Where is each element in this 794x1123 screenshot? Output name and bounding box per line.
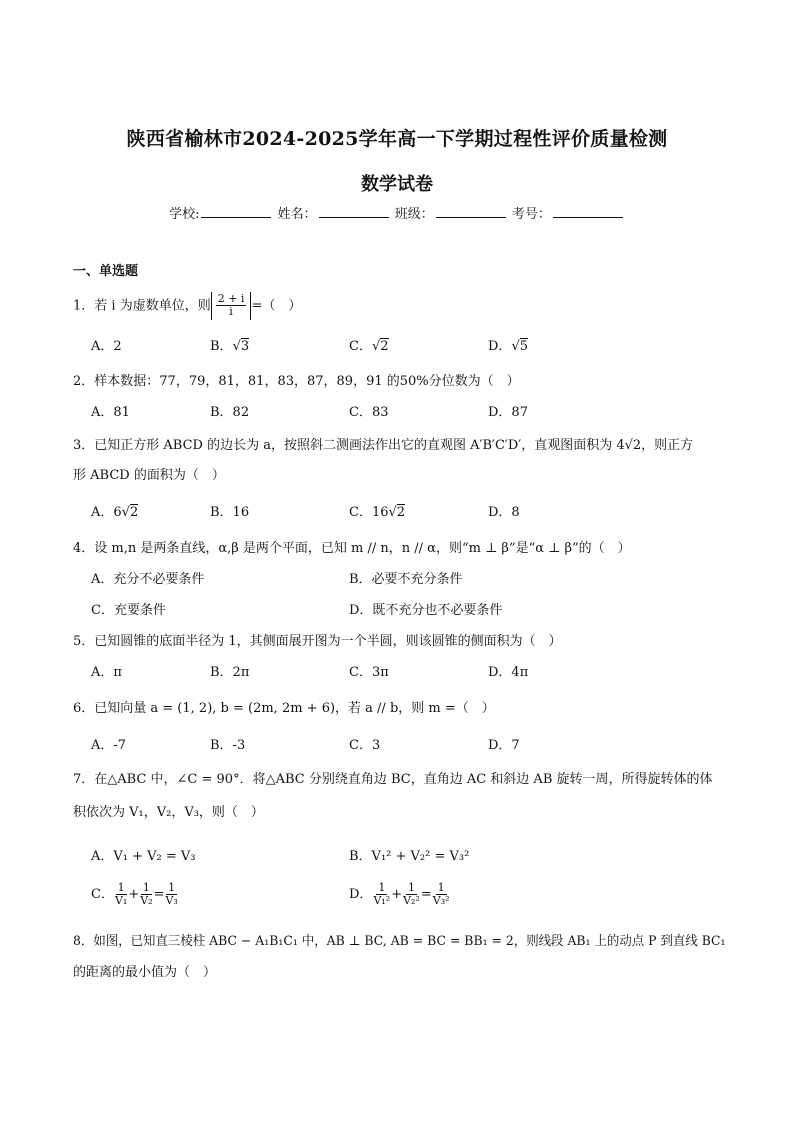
q7-d-label: D． (349, 887, 373, 902)
q2-option-b[interactable]: B．82 (210, 405, 250, 420)
q7-option-d[interactable] (349, 880, 451, 910)
page-subtitle: 数学试卷 (361, 174, 433, 195)
class-label: 班级： (394, 207, 434, 222)
q7-option-c[interactable] (91, 880, 179, 910)
q4-option-d[interactable]: D．既不充分也不必要条件 (349, 603, 503, 618)
q7-option-b[interactable]: B．V₁² + V₂² = V₃² (349, 849, 470, 864)
class-blank (436, 205, 506, 218)
q7-d-f1-num: 1 (378, 881, 386, 894)
q7-option-a[interactable]: A．V₁ + V₂ = V₃ (91, 849, 196, 864)
q7-c-f1-den: V₁ (114, 894, 128, 907)
q5-option-c[interactable]: C．3π (349, 665, 389, 680)
id-label: 考号： (511, 207, 551, 222)
question-2: 2．样本数据：77，79，81，81，83，87，89，91 的50%分位数为（ ） (73, 374, 520, 389)
question-7-line1: 7．在△ABC 中，∠C = 90°．将△ABC 分别绕直角边 BC，直角边 AC 和斜边 AB 旋转一周，所得旋转体的体 (73, 772, 713, 787)
q3-option-c[interactable]: C．16√2 (349, 505, 406, 520)
question-8-line2: 的距离的最小值为（ ） (73, 965, 217, 980)
q7-c-f3-den: V₃ (165, 894, 178, 907)
q7-c-f2-num: 1 (142, 881, 150, 894)
q1-d-val: 5 (519, 339, 529, 354)
question-8-line1: 8．如图，已知直三棱柱 ABC − A₁B₁C₁ 中，AB ⊥ BC, AB = BC = BB₁ = 2，则线段 AB₁ 上的动点 P 到直线 BC₁ (73, 934, 726, 949)
q7-d-f2-den: V₂² (403, 894, 420, 907)
q1-b-label: B． (210, 339, 233, 354)
q5-option-d[interactable]: D．4π (488, 665, 529, 680)
q1-abs (211, 292, 252, 320)
q5-option-b[interactable]: B．2π (210, 665, 250, 680)
school-label: 学校: (169, 207, 200, 222)
q4-option-b[interactable]: B．必要不充分条件 (349, 572, 463, 587)
q4-option-a[interactable]: A．充分不必要条件 (91, 572, 205, 587)
q6-option-d[interactable]: D．7 (488, 738, 520, 753)
question-3-line1: 3．已知正方形 ABCD 的边长为 a，按照斜二测画法作出它的直观图 A′B′C′D′，直观图面积为 4√2，则正方 (73, 438, 694, 453)
q2-option-c[interactable]: C．83 (349, 405, 389, 420)
q3-a-val: 2 (129, 505, 139, 520)
q3-c-val: 2 (396, 505, 406, 520)
q3-option-d[interactable]: D．8 (488, 505, 520, 520)
q7-d-plus: + (391, 887, 403, 902)
q6-option-b[interactable]: B．-3 (210, 738, 246, 753)
section-heading: 一、单选题 (73, 264, 139, 279)
q7-c-f3-num: 1 (168, 881, 176, 894)
q2-option-d[interactable]: D．87 (488, 405, 528, 420)
q1-option-d[interactable]: D．√5 (488, 339, 529, 354)
q1-b-val: 3 (240, 339, 250, 354)
q1-option-a[interactable]: A．2 (91, 339, 122, 354)
name-blank (319, 205, 389, 218)
question-5: 5．已知圆锥的底面半径为 1，其侧面展开图为一个半圆，则该圆锥的侧面积为（ ） (73, 634, 562, 649)
question-4: 4．设 m,n 是两条直线，α,β 是两个平面，已知 m // n，n // α，则“m ⊥ β”是“α ⊥ β”的（ ） (73, 541, 631, 556)
student-info-line (0, 203, 794, 222)
page-title: 陕西省榆林市2024-2025学年高一下学期过程性评价质量检测 (126, 128, 668, 150)
q1-suffix: =（ ） (251, 298, 302, 314)
q5-option-a[interactable]: A．π (91, 665, 122, 680)
q7-d-f3-den: V₃² (432, 894, 450, 907)
q1-den: i (229, 305, 233, 318)
q4-option-c[interactable]: C．充要条件 (91, 603, 166, 618)
q1-c-label: C． (349, 339, 372, 354)
q1-num: 2 + i (217, 292, 245, 305)
q7-d-eq: = (420, 887, 432, 902)
q6-option-a[interactable]: A．-7 (91, 738, 127, 753)
q7-c-label: C． (91, 887, 114, 902)
q1-d-label: D． (488, 339, 512, 354)
id-blank (553, 205, 623, 218)
q7-c-plus: + (128, 887, 140, 902)
question-7-line2: 积依次为 V₁，V₂，V₃，则（ ） (73, 805, 264, 820)
q3-a-label: A．6 (91, 505, 122, 520)
q2-option-a[interactable]: A．81 (91, 405, 130, 420)
q3-option-b[interactable]: B．16 (210, 505, 250, 520)
question-1 (73, 292, 301, 321)
q7-c-f2-den: V₂ (140, 894, 153, 907)
q1-c-val: 2 (380, 339, 389, 354)
q3-option-a[interactable]: A．6√2 (91, 505, 139, 520)
q7-d-f2-num: 1 (407, 881, 415, 894)
school-blank (201, 205, 271, 218)
q1-option-b[interactable]: B．√3 (210, 339, 250, 354)
q7-d-f3-num: 1 (437, 881, 445, 894)
q7-d-f1-den: V₁² (373, 894, 391, 907)
q1-option-c[interactable]: C．√2 (349, 339, 389, 354)
q1-text: 1．若 i 为虚数单位，则 (73, 298, 211, 314)
question-3-line2: 形 ABCD 的面积为（ ） (73, 468, 225, 483)
q7-c-eq: = (153, 887, 165, 902)
q7-c-f1-num: 1 (117, 881, 125, 894)
question-6: 6．已知向量 a = (1, 2), b = (2m, 2m + 6)，若 a // b，则 m =（ ） (73, 701, 495, 716)
q6-option-c[interactable]: C．3 (349, 738, 381, 753)
q3-c-label: C．16 (349, 505, 389, 520)
name-label: 姓名： (277, 207, 317, 222)
